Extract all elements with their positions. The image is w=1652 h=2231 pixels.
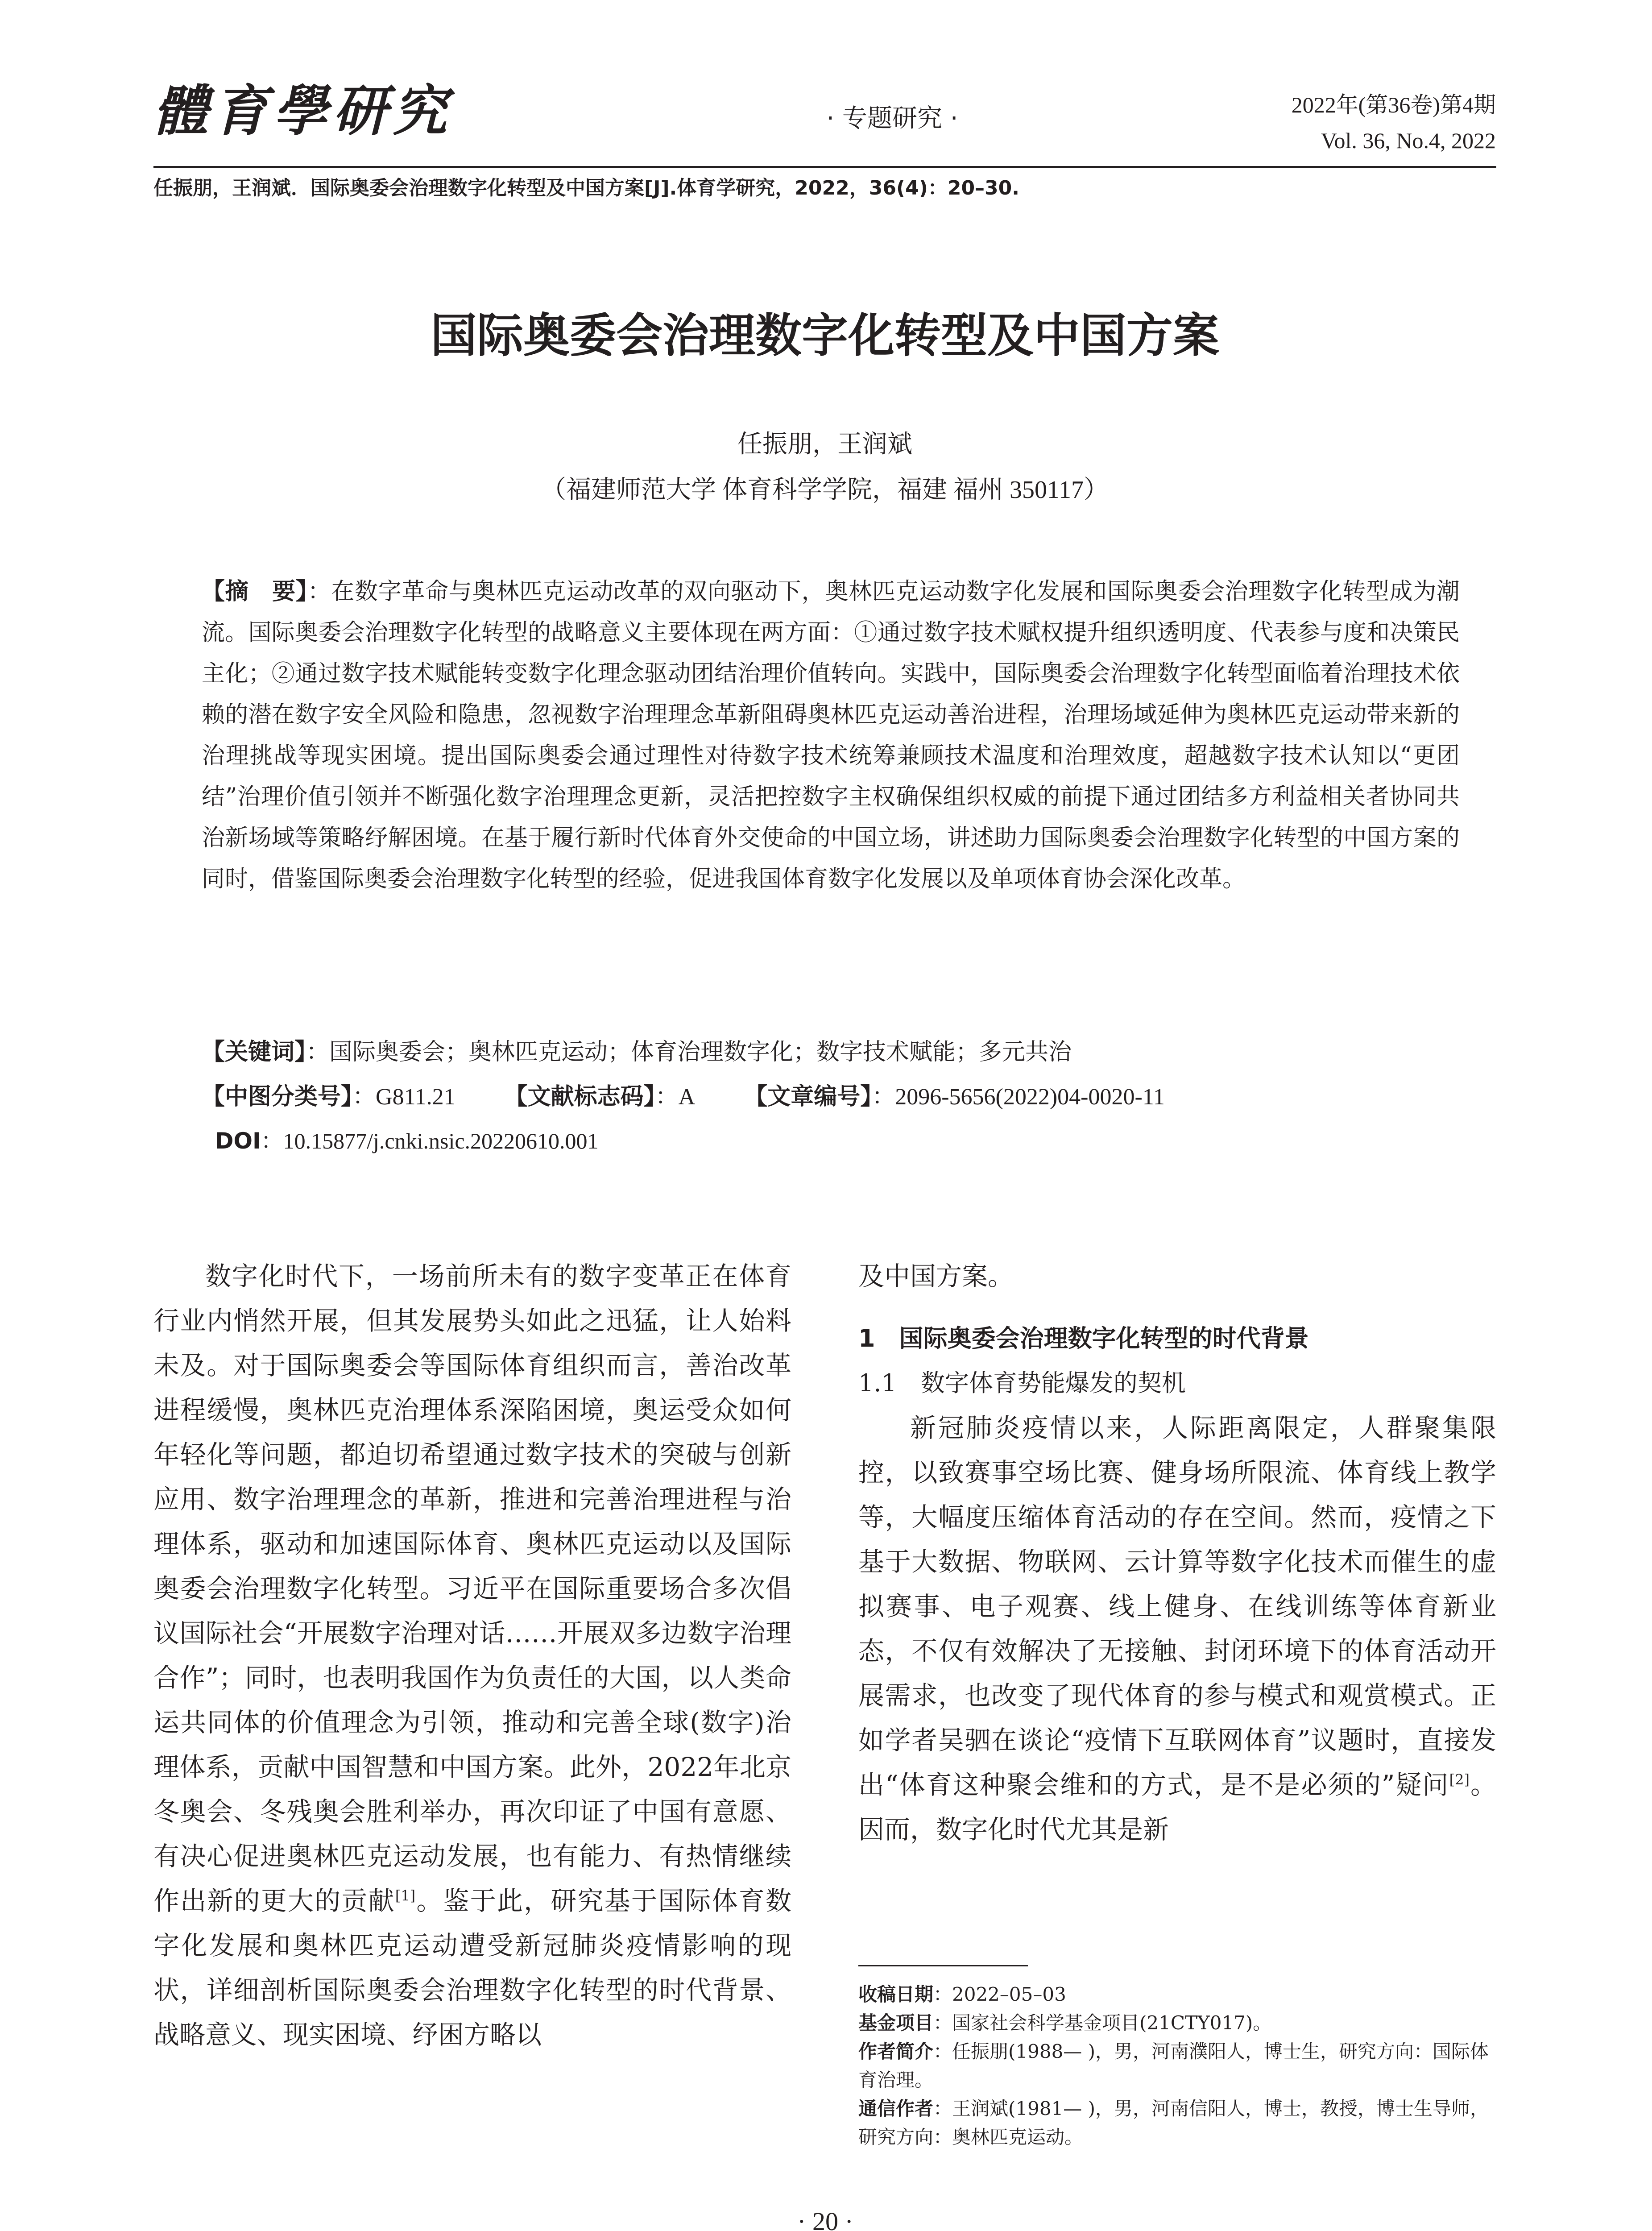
- fund-value: ：国家社会科学基金项目(21CTY017)。: [933, 2012, 1272, 2034]
- article-number-value: ：2096-5656(2022)04-0020-11: [872, 1084, 1165, 1110]
- reference-marker[interactable]: [1]: [395, 1887, 416, 1904]
- article-number-label: 【文章编号】: [744, 1083, 872, 1110]
- intro-continuation: 及中国方案。: [858, 1261, 1014, 1291]
- footnote-author: [858, 2037, 1496, 2094]
- section-text-a: 新冠肺炎疫情以来，人际距离限定，人群聚集限控，以致赛事空场比赛、健身场所限流、体育线上教学等，大幅度压缩体育活动的存在空间。然而，疫情之下基于大数据、物联网、云计算等数字化技术而催生的虚拟赛事、电子观赛、线上健身、在线训练等体育新业态，不仅有效解决了无接触、封闭环境下的体育活动开展需求，也改变了现代体育的参与模式和观赏模式。正如学者吴驷在谈论“疫情下互联网体育”议题时，直接发出“体育这种聚会维和的方式，是不是必须的”疑问: [858, 1413, 1496, 1800]
- received-value: ：2022–05–03: [933, 1983, 1066, 2005]
- author-value: ：任振朋(1988— )，男，河南濮阳人，博士生，研究方向：国际体育治理。: [858, 2040, 1489, 2091]
- spacer: [858, 1298, 1496, 1316]
- body-left-column: [153, 1254, 791, 2057]
- citation-line: 任振朋，王润斌．国际奥委会治理数字化转型及中国方案[J].体育学研究，2022，36(4)：20–30.: [153, 177, 1020, 199]
- section-label: · 专题研究 ·: [826, 104, 958, 133]
- authors: 任振朋，王润斌: [737, 430, 912, 459]
- doi-label: DOI: [215, 1128, 261, 1154]
- received-label: 收稿日期: [858, 1983, 934, 2005]
- doi: [215, 1130, 599, 1152]
- footnote-rule: [858, 1965, 1028, 1966]
- corresponding-value: ：王润斌(1981— )，男，河南信阳人，博士，教授，博士生导师，研究方向：奥林匹克运动。: [858, 2098, 1489, 2148]
- header-rule: [153, 166, 1496, 168]
- affiliation: （福建师范大学 体育科学学院，福建 福州 350117）: [541, 476, 1109, 504]
- section-heading: 1 国际奥委会治理数字化转型的时代背景: [858, 1324, 1309, 1352]
- keywords-label: 【关键词】: [202, 1039, 306, 1066]
- journal-logo: 體育學研究: [153, 82, 452, 142]
- section-text-b: 。因而，数字化时代尤其是新: [858, 1770, 1496, 1845]
- issue-info-cn: 2022年(第36卷)第4期: [1291, 92, 1496, 117]
- footnote-corresponding: [858, 2094, 1496, 2152]
- doi-value: ：10.15877/j.cnki.nsic.20220610.001: [261, 1128, 599, 1153]
- reference-marker[interactable]: [2]: [1449, 1771, 1470, 1788]
- author-label: 作者简介: [858, 2040, 934, 2062]
- footnote-received: [858, 1980, 1496, 2009]
- abstract: [202, 571, 1460, 900]
- subsection-heading: 1.1 数字体育势能爆发的契机: [858, 1369, 1186, 1397]
- footnote-fund: [858, 2009, 1496, 2037]
- classification-row: [202, 1085, 1460, 1109]
- keywords: [202, 1041, 1460, 1064]
- footnotes: [858, 1980, 1496, 2152]
- keywords-text: ：国际奥委会；奥林匹克运动；体育治理数字化；数字技术赋能；多元共治: [306, 1039, 1072, 1066]
- doc-code-label: 【文献标志码】: [504, 1083, 655, 1110]
- abstract-text: ：在数字革命与奥林匹克运动改革的双向驱动下，奥林匹克运动数字化发展和国际奥委会治理数字化转型成为潮流。国际奥委会治理数字化转型的战略意义主要体现在两方面：①通过数字技术赋权提升组织透明度、代表参与度和决策民主化；②通过数字技术赋能转变数字化理念驱动团结治理价值转向。实践中，国际奥委会治理数字化转型面临着治理技术依赖的潜在数字安全风险和隐患，忽视数字治理理念革新阻碍奥林匹克运动善治进程，治理场域延伸为奥林匹克运动带来新的治理挑战等现实困境。提出国际奥委会通过理性对待数字技术统筹兼顾技术温度和治理效度，超越数字技术认知以“更团结”治理价值引领并不断强化数字治理理念更新，灵活把控数字主权确保组织权威的前提下通过团结多方利益相关者协同共治新场域等策略纾解困境。在基于履行新时代体育外交使命的中国立场，讲述助力国际奥委会治理数字化转型的中国方案的同时，借鉴国际奥委会治理数字化转型的经验，促进我国体育数字化发展以及单项体育协会深化改革。: [202, 578, 1460, 892]
- doc-code-value: ：A: [655, 1084, 696, 1110]
- clc-label: 【中图分类号】: [202, 1083, 353, 1110]
- page-number: · 20 ·: [797, 2207, 853, 2231]
- corresponding-label: 通信作者: [858, 2098, 934, 2119]
- fund-label: 基金项目: [858, 2012, 934, 2034]
- section-paragraph: [858, 1406, 1496, 1852]
- abstract-label: 【摘 要】: [202, 578, 308, 605]
- body-right-column: [858, 1254, 1496, 1852]
- intro-text-a: 数字化时代下，一场前所未有的数字变革正在体育行业内悄然开展，但其发展势头如此之迅猛，让人始料未及。对于国际奥委会等国际体育组织而言，善治改革进程缓慢，奥林匹克治理体系深陷困境，奥运受众如何年轻化等问题，都迫切希望通过数字技术的突破与创新应用、数字治理理念的革新，推进和完善治理进程与治理体系，驱动和加速国际体育、奥林匹克运动以及国际奥委会治理数字化转型。习近平在国际重要场合多次倡议国际社会“开展数字治理对话……开展双多边数字治理合作”；同时，也表明我国作为负责任的大国，以人类命运共同体的价值理念为引领，推动和完善全球(数字)治理体系，贡献中国智慧和中国方案。此外，2022年北京冬奥会、冬残奥会胜利举办，再次印证了中国有意愿、有决心促进奥林匹克运动发展，也有能力、有热情继续作出新的更大的贡献: [153, 1261, 791, 1916]
- clc-value: ：G811.21: [352, 1084, 455, 1110]
- intro-text-b: 。鉴于此，研究基于国际体育数字化发展和奥林匹克运动遭受新冠肺炎疫情影响的现状，详细剖析国际奥委会治理数字化转型的时代背景、战略意义、现实困境、纾困方略以: [153, 1886, 791, 2050]
- paper-title: 国际奥委会治理数字化转型及中国方案: [430, 308, 1219, 363]
- intro-paragraph: [153, 1254, 791, 2057]
- issue-info-en: Vol. 36, No.4, 2022: [1321, 128, 1496, 153]
